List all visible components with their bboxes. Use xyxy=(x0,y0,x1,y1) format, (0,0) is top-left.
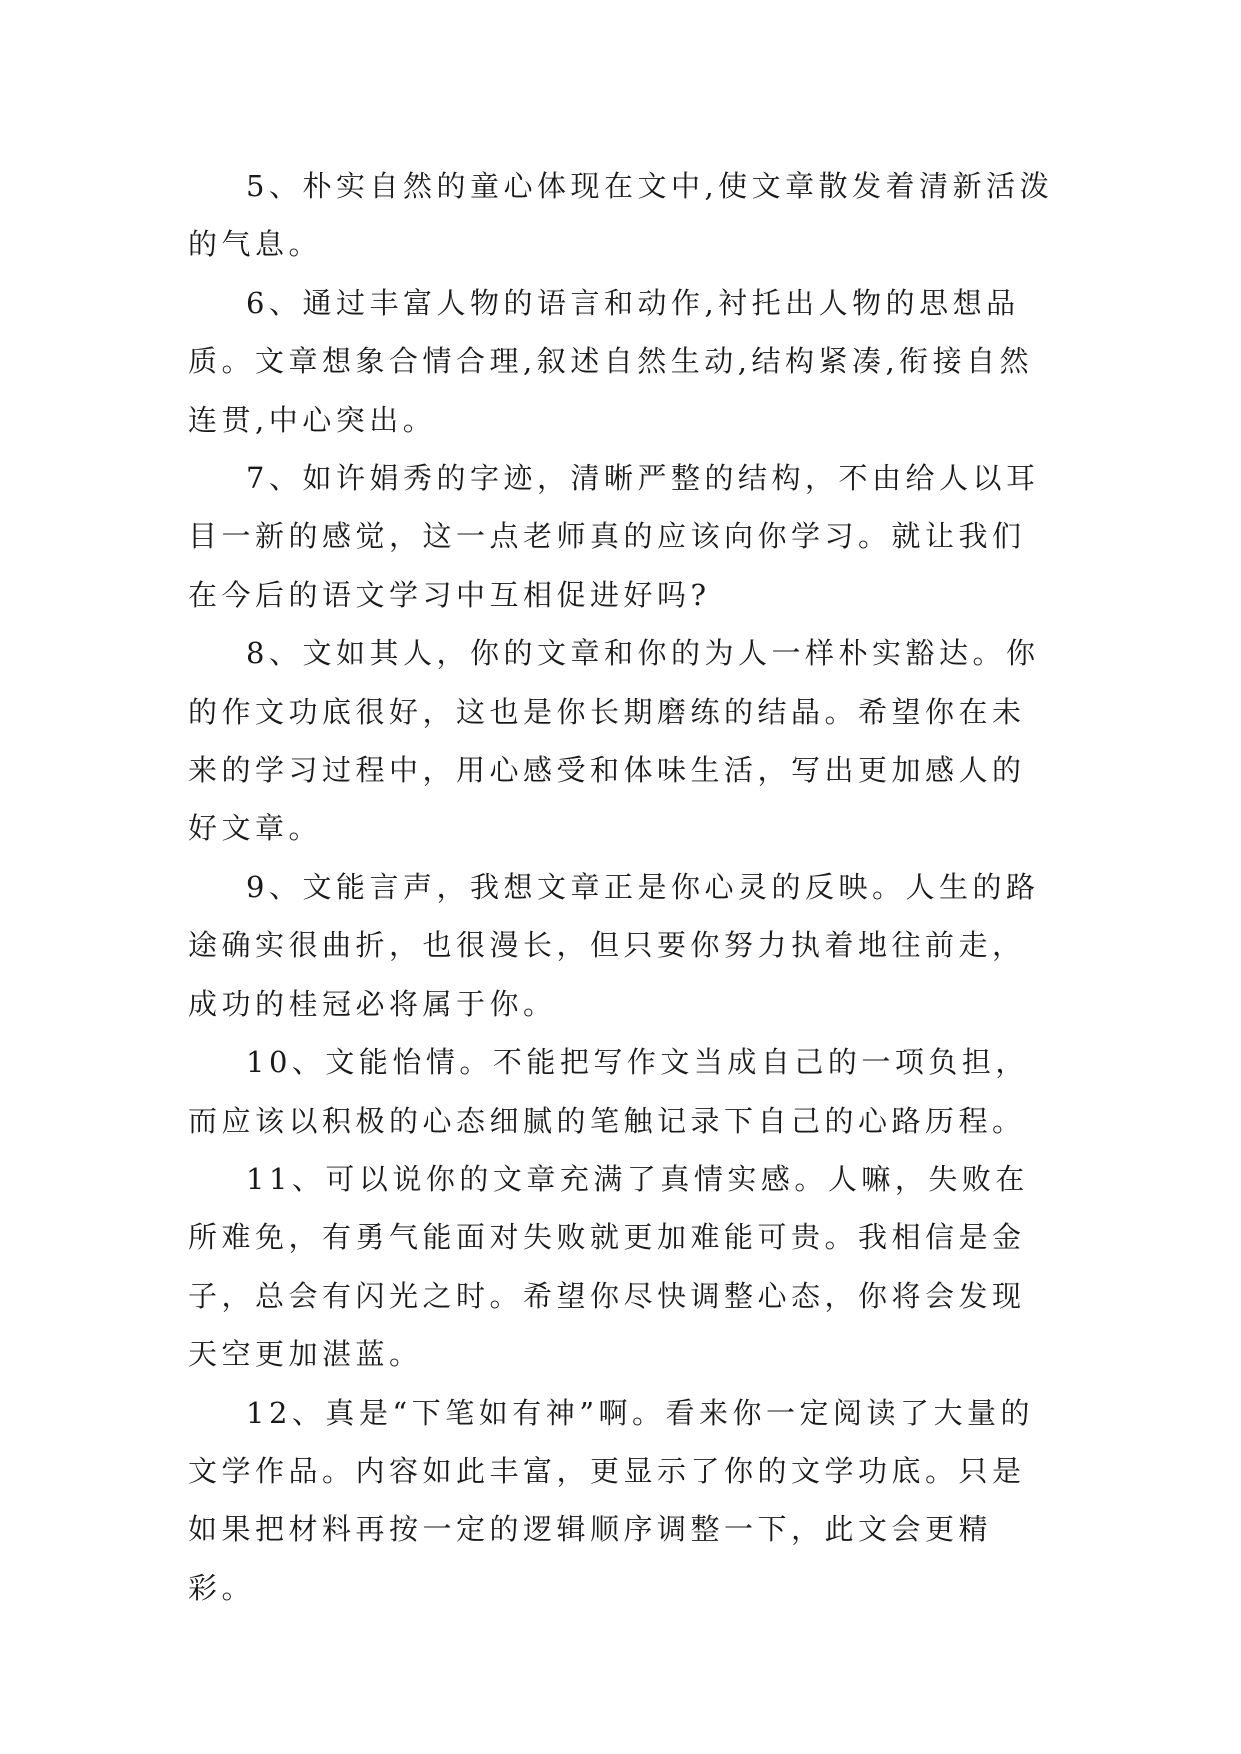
paragraph-line: 文学作品。内容如此丰富，更显示了你的文学功底。只是如 xyxy=(188,1453,1026,1547)
document-body xyxy=(188,157,1058,1617)
paragraph-line: 10、文能怡情。不能把写作文当成自己的一项负担，而 xyxy=(188,1045,1029,1138)
comment-paragraph-8 xyxy=(188,624,1058,858)
comment-paragraph-10 xyxy=(188,1033,1058,1150)
comment-paragraph-5 xyxy=(188,157,1058,274)
paragraph-line: 加湛蓝。 xyxy=(288,1337,423,1372)
paragraph-line: 9、文能言声，我想文章正是你心灵的反映。人生的路 xyxy=(246,869,1040,904)
paragraph-line: 12、真是“下笔如有神”啊。看来你一定阅读了大量的 xyxy=(246,1395,1035,1430)
comment-paragraph-7 xyxy=(188,449,1058,624)
paragraph-line: 的学习过程中，用心感受和体味生活，写出更加感人的好文 xyxy=(188,753,1026,846)
paragraph-line: 应该以积极的心态细腻的笔触记录下自己的心路历程。 xyxy=(221,1103,1026,1138)
comment-paragraph-11 xyxy=(188,1150,1058,1384)
paragraph-line: 功的桂冠必将属于你。 xyxy=(221,986,557,1021)
comment-paragraph-12 xyxy=(188,1384,1058,1618)
paragraph-line: 8、文如其人，你的文章和你的为人一样朴实豁达。你 xyxy=(246,636,1040,671)
paragraph-line: 途确实很曲折，也很漫长，但只要你努力执着地往前走，成 xyxy=(188,928,1026,1021)
paragraph-line: 今后的语文学习中互相促进好吗? xyxy=(221,577,711,612)
paragraph-line: 目一新的感觉，这一点老师真的应该向你学习。就让我们在 xyxy=(188,519,1026,612)
paragraph-line: 的作文功底很好，这也是你长期磨练的结晶。希望你在未来 xyxy=(188,694,1026,788)
paragraph-line: 5、朴实自然的童心体现在文中,使文章散发着清新活泼 xyxy=(246,169,1054,203)
paragraph-line: 难免，有勇气能面对失败就更加难能可贵。我相信是金子， xyxy=(188,1220,1026,1313)
paragraph-line: 6、通过丰富人物的语言和动作,衬托出人物的思想品质。 xyxy=(188,285,1020,379)
paragraph-line: 的气息。 xyxy=(188,227,323,262)
paragraph-line: 7、如许娟秀的字迹，清晰严整的结构，不由给人以耳 xyxy=(246,461,1040,496)
comment-paragraph-6 xyxy=(188,274,1058,449)
comment-paragraph-9 xyxy=(188,858,1058,1033)
paragraph-line: 章。 xyxy=(255,811,323,846)
paragraph-line: 果把材料再按一定的逻辑顺序调整一下，此文会更精彩。 xyxy=(188,1512,993,1605)
paragraph-line: 11、可以说你的文章充满了真情实感。人嘛，失败在所 xyxy=(188,1161,1029,1255)
paragraph-line: 总会有闪光之时。希望你尽快调整心态，你将会发现天空更 xyxy=(188,1278,1026,1372)
paragraph-line: 文章想象合情合理,叙述自然生动,结构紧凑,衔接自然连贯, xyxy=(188,344,1034,437)
paragraph-line: 中心突出。 xyxy=(268,402,437,437)
